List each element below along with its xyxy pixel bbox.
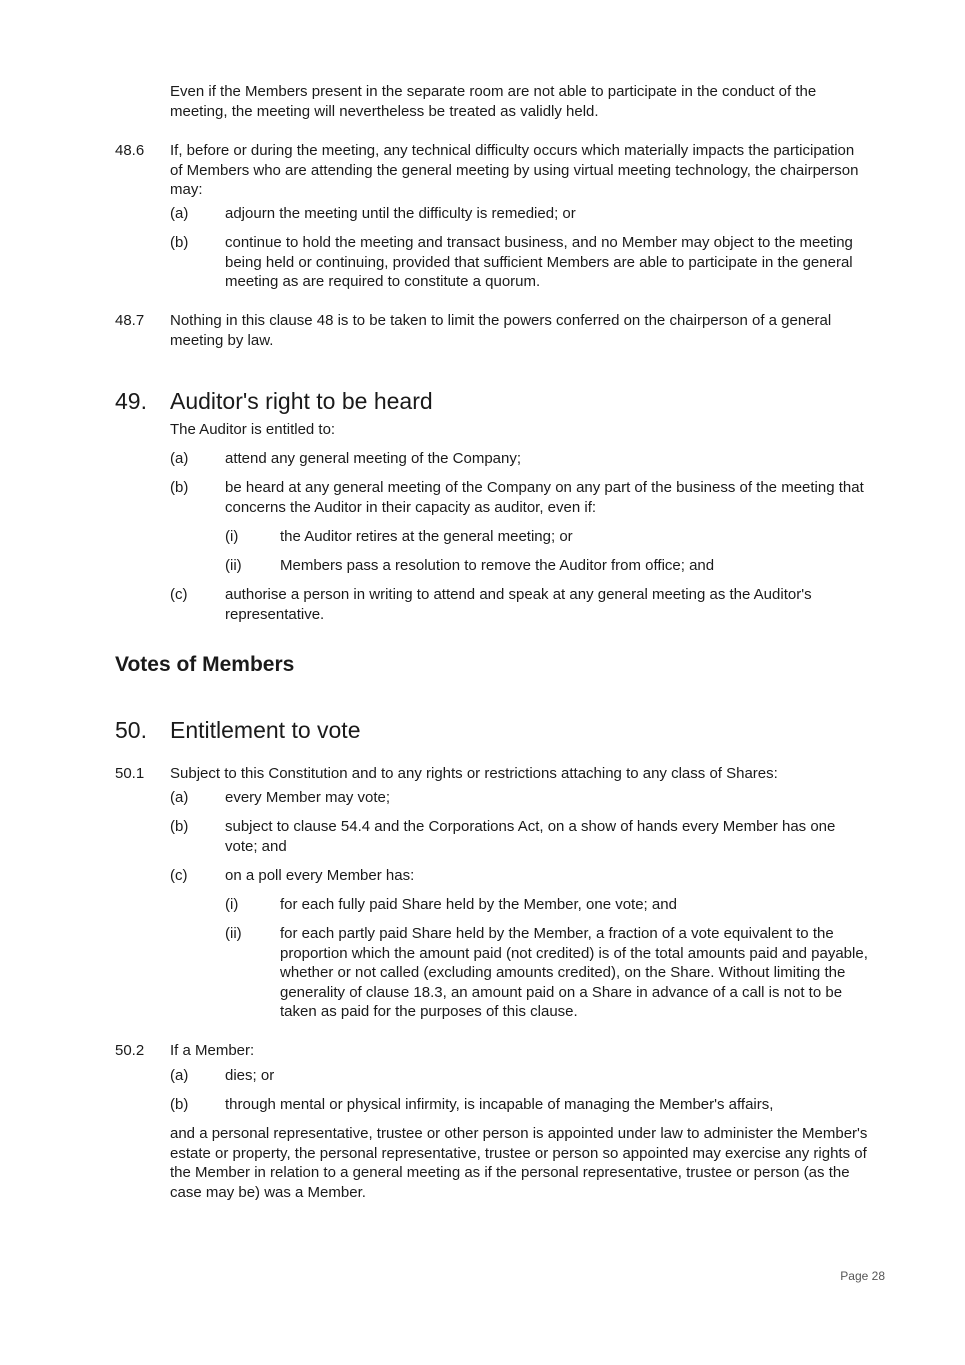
section-number: 50. bbox=[115, 717, 147, 743]
clause-number: 48.7 bbox=[115, 312, 145, 329]
item-text: authorise a person in writing to attend and speak at any general meeting as the Auditor's representative. bbox=[225, 586, 812, 623]
subitem-label: (ii) bbox=[225, 557, 242, 574]
part-heading: Votes of Members bbox=[115, 653, 295, 676]
item-label: (b) bbox=[170, 818, 189, 835]
subitem-label: (i) bbox=[225, 896, 239, 913]
item-text: subject to clause 54.4 and the Corporations Act, on a show of hands every Member has one vote; and bbox=[225, 818, 836, 855]
subitem-text: Members pass a resolution to remove the Auditor from office; and bbox=[280, 557, 715, 574]
item-label: (c) bbox=[170, 867, 188, 884]
item-label: (a) bbox=[170, 205, 189, 222]
section-intro: The Auditor is entitled to: bbox=[170, 421, 336, 438]
item-text: be heard at any general meeting of the Company on any part of the business of the meeting that concerns the Auditor in their capacity as auditor, even if: bbox=[225, 479, 864, 516]
item-text: through mental or physical infirmity, is incapable of managing the Member's affairs, bbox=[225, 1096, 774, 1113]
item-label: (a) bbox=[170, 1067, 189, 1084]
clause-number: 48.6 bbox=[115, 142, 145, 159]
item-text: on a poll every Member has: bbox=[225, 867, 415, 884]
page-number: Page 28 bbox=[840, 1269, 885, 1283]
subitem-label: (ii) bbox=[225, 925, 242, 942]
subitem-label: (i) bbox=[225, 528, 239, 545]
item-label: (b) bbox=[170, 1096, 189, 1113]
item-label: (c) bbox=[170, 586, 188, 603]
item-label: (b) bbox=[170, 234, 189, 251]
item-text: continue to hold the meeting and transact business, and no Member may object to the meeting being held or continuing, provided that sufficient Members are able to participate in the general meeting as are required to constitute a quorum. bbox=[225, 234, 853, 290]
clause-text: If, before or during the meeting, any technical difficulty occurs which materially impacts the participation of Members who are attending the general meeting by using virtual meeting technology, the chairperson may: bbox=[170, 142, 859, 198]
item-label: (b) bbox=[170, 479, 189, 496]
subitem-text: for each partly paid Share held by the Member, a fraction of a vote equivalent to the proportion which the amount paid (not credited) is of the total amounts paid and payable, whether or not called (excluding amounts credited), on the Share. Without limiting the generality of clause 18.3, an amount paid on a Share in advance of a call is not to be taken as paid for the purposes of this clause. bbox=[280, 925, 868, 1020]
section-title: Auditor's right to be heard bbox=[170, 388, 433, 414]
clause-number: 50.1 bbox=[115, 765, 145, 782]
subitem-text: for each fully paid Share held by the Member, one vote; and bbox=[280, 896, 677, 913]
clause-text: Nothing in this clause 48 is to be taken to limit the powers conferred on the chairperson of a general meeting by law. bbox=[170, 312, 832, 349]
clause-number: 50.2 bbox=[115, 1042, 145, 1059]
item-text: attend any general meeting of the Company; bbox=[225, 450, 522, 467]
subitem-text: the Auditor retires at the general meeting; or bbox=[280, 528, 573, 545]
clause-text: Subject to this Constitution and to any rights or restrictions attaching to any class of Shares: bbox=[170, 765, 778, 782]
item-label: (a) bbox=[170, 789, 189, 806]
item-text: adjourn the meeting until the difficulty is remedied; or bbox=[225, 205, 576, 222]
clause-tail-paragraph: and a personal representative, trustee or other person is appointed under law to administer the Member's estate or property, the personal representative, trustee or person so appointed may exercise any rights of the Member in relation to a general meeting as if the personal representative, trustee or person (as the case may be) was a Member. bbox=[170, 1125, 868, 1201]
intro-paragraph: Even if the Members present in the separate room are not able to participate in the conduct of the meeting, the meeting will nevertheless be treated as validly held. bbox=[170, 83, 817, 120]
clause-text: If a Member: bbox=[170, 1042, 255, 1059]
item-label: (a) bbox=[170, 450, 189, 467]
section-title: Entitlement to vote bbox=[170, 717, 361, 743]
section-number: 49. bbox=[115, 388, 147, 414]
item-text: dies; or bbox=[225, 1067, 275, 1084]
item-text: every Member may vote; bbox=[225, 789, 391, 806]
